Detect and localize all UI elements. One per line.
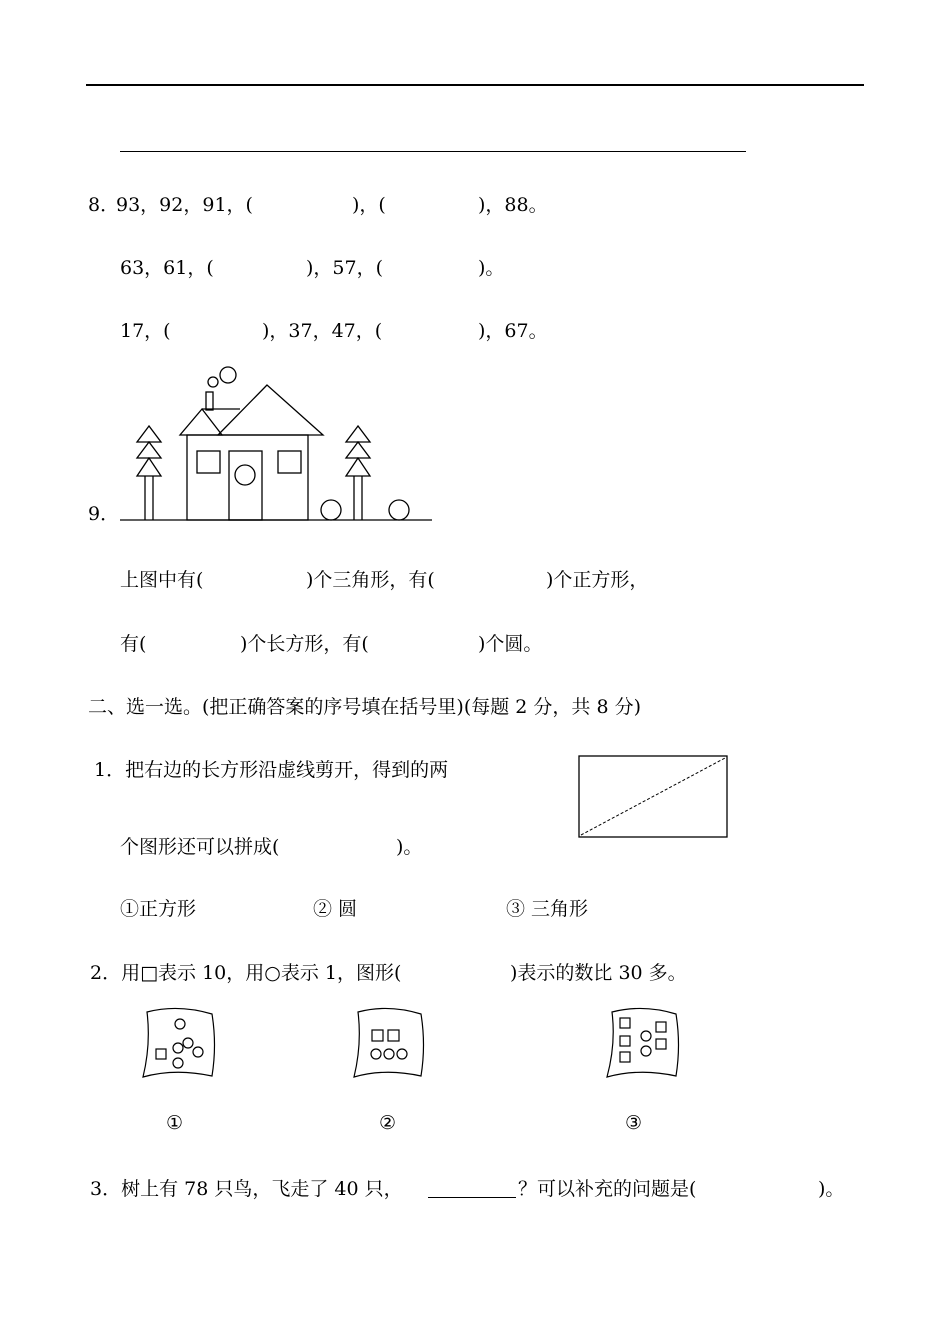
q8-line3-part1: 17，(: [120, 320, 171, 342]
section2-heading: 二、选一选。(把正确答案的序号填在括号里)(每题 2 分，共 8 分): [88, 696, 641, 718]
s2-q2-text-part1: 2．用□表示 10，用○表示 1，图形(: [90, 962, 402, 984]
q8-line1-part1: 93，92，91，(: [116, 194, 253, 216]
q9-line1-part2: )个三角形，有(: [306, 569, 435, 591]
q8-number: 8．: [88, 194, 120, 216]
card-3: [607, 1008, 679, 1077]
q8-line3-part3: )，67。: [478, 320, 548, 342]
q8-line1-part2: )，(: [352, 194, 386, 216]
s2-q3-part1: 3．树上有 78 只鸟，飞走了 40 只，: [90, 1178, 403, 1200]
card-2: [354, 1008, 424, 1077]
s2-q2-label-3: ③: [625, 1112, 643, 1134]
q9-line2-part3: )个圆。: [478, 633, 543, 655]
s2-q2-label-1: ①: [166, 1112, 184, 1134]
q8-line2-part1: 63，61，(: [120, 257, 214, 279]
q8-line2-part3: )。: [478, 257, 505, 279]
s2-q2-label-2: ②: [379, 1112, 397, 1134]
s2-q1-line1: 1．把右边的长方形沿虚线剪开，得到的两: [94, 759, 449, 781]
s2-q1-line2-part1: 个图形还可以拼成(: [120, 836, 280, 858]
s2-q1-option-1: ①正方形: [120, 898, 197, 920]
s2-q3-part3: )。: [818, 1178, 845, 1200]
q9-line1-part1: 上图中有(: [120, 569, 204, 591]
q9-line1-part3: )个正方形，: [546, 569, 649, 591]
s2-q1-line2-part2: )。: [396, 836, 423, 858]
q9-number: 9．: [88, 503, 120, 525]
card-1: [143, 1008, 215, 1077]
q8-line1-part3: )，88。: [478, 194, 548, 216]
s2-q2-text-part2: )表示的数比 30 多。: [510, 962, 687, 984]
s2-q1-option-3: ③ 三角形: [506, 898, 589, 920]
s2-q1-option-2: ② 圆: [313, 898, 358, 920]
q8-line2-part2: )，57，(: [306, 257, 384, 279]
q9-line2-part2: )个长方形，有(: [240, 633, 369, 655]
q9-line2-part1: 有(: [120, 633, 147, 655]
s2-q3-part2: ？可以补充的问题是(: [518, 1178, 697, 1200]
s2-q3-blank-line: [428, 1197, 516, 1198]
q8-line3-part2: )，37，47，(: [262, 320, 383, 342]
